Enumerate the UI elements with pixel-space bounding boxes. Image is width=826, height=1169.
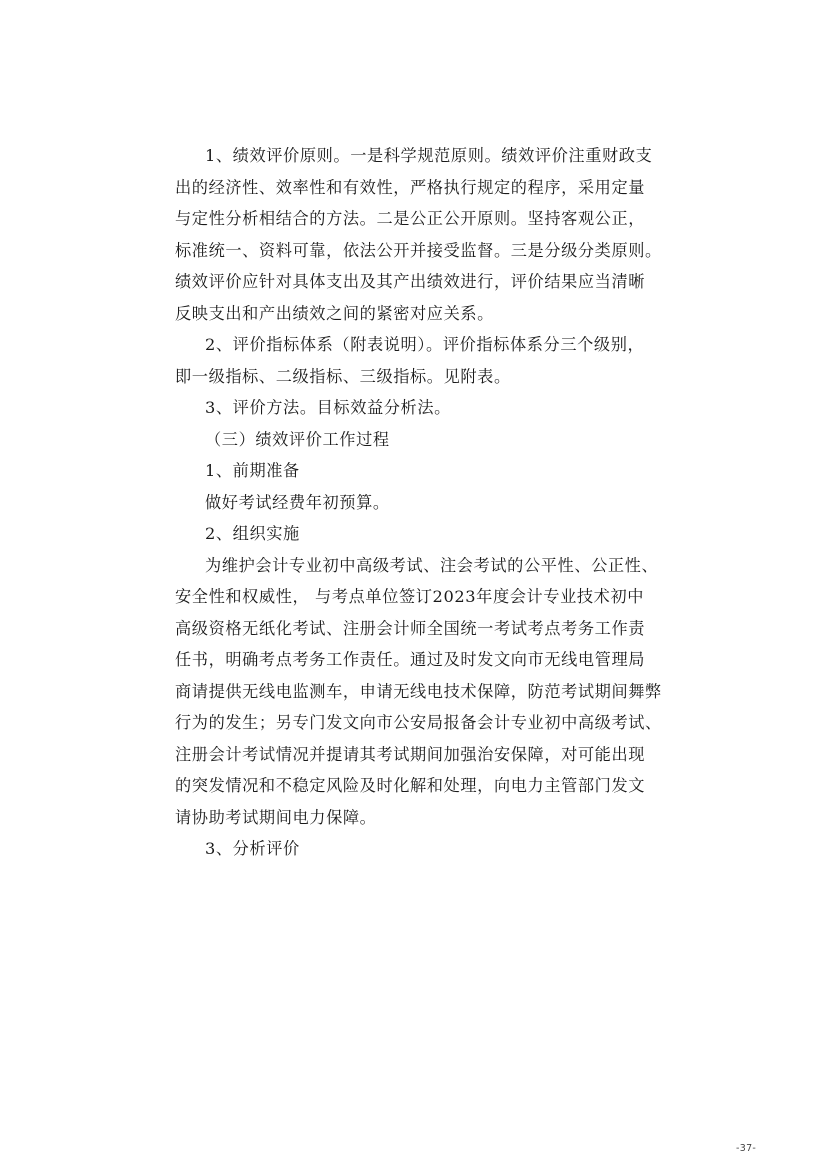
text-line: 3、评价方法。目标效益分析法。 <box>205 398 451 417</box>
document-body <box>175 140 662 865</box>
text-line: 2、评价指标体系（附表说明）。评价指标体系分三个级别， <box>205 335 645 354</box>
text-line: 为维护会计专业初中高级考试、注会考试的公平性、公正性、 <box>205 555 659 575</box>
text-line: 反映支出和产出绩效之间的紧密对应关系。 <box>175 303 494 323</box>
text-line: 与定性分析相结合的方法。二是公正公开原则。坚持客观公正， <box>175 209 646 228</box>
text-line: 3、分析评价 <box>205 839 300 858</box>
text-line: 商请提供无线电监测车，申请无线电技术保障，防范考试期间舞弊 <box>175 681 662 701</box>
text-line: 出的经济性、效率性和有效性，严格执行规定的程序，采用定量 <box>175 177 646 197</box>
text-line: 标准统一、资料可靠，依法公开并接受监督。三是分级分类原则。 <box>175 240 662 260</box>
text-line: 任书，明确考点考务工作责任。通过及时发文向市无线电管理局 <box>175 650 646 669</box>
text-line: 安全性和权威性， 与考点单位签订2023年度会计专业技术初中 <box>175 587 645 606</box>
text-line: 绩效评价应针对具体支出及其产出绩效进行，评价结果应当清晰 <box>175 272 646 291</box>
text-line: 高级资格无纸化考试、注册会计师全国统一考试考点考务工作责 <box>175 618 646 638</box>
text-line: 的突发情况和不稳定风险及时化解和处理，向电力主管部门发文 <box>175 776 646 795</box>
text-line: （三）绩效评价工作过程 <box>205 429 390 449</box>
text-line: 2、组织实施 <box>205 524 300 543</box>
text-line: 1、前期准备 <box>205 461 300 480</box>
text-line: 做好考试经费年初预算。 <box>205 492 390 512</box>
page-number: -37- <box>736 1143 757 1154</box>
text-line: 请协助考试期间电力保障。 <box>175 807 377 827</box>
text-line: 注册会计考试情况并提请其考试期间加强治安保障，对可能出现 <box>175 744 646 764</box>
text-line: 即一级指标、二级指标、三级指标。见附表。 <box>175 366 511 386</box>
text-line: 1、绩效评价原则。一是科学规范原则。绩效评价注重财政支 <box>205 146 653 165</box>
text-line: 行为的发生；另专门发文向市公安局报备会计专业初中高级考试、 <box>175 713 662 732</box>
